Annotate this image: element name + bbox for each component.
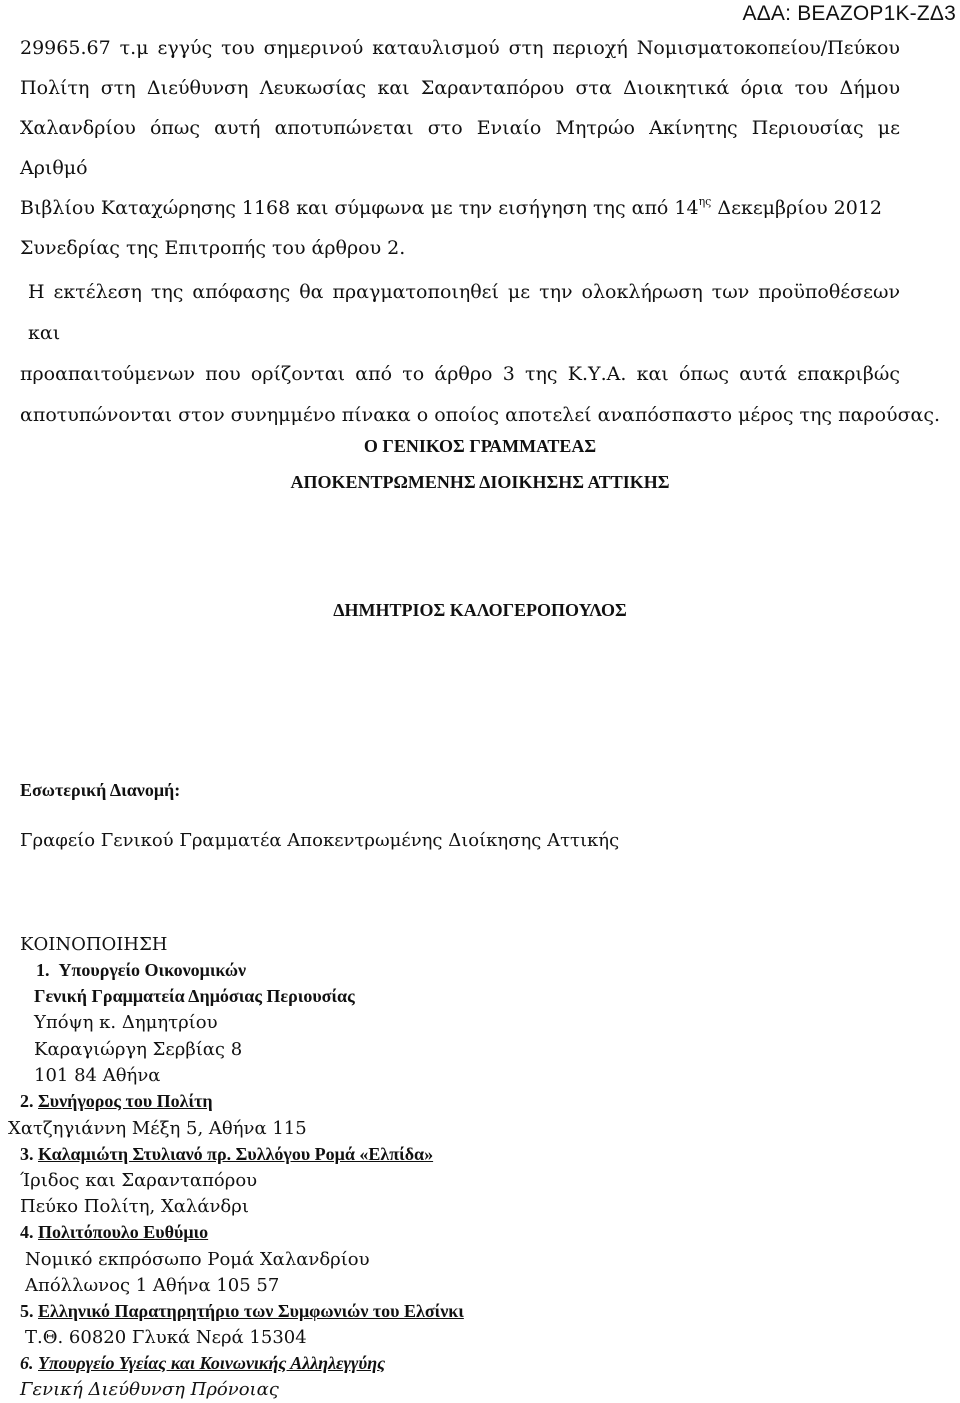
ada-code: ΑΔΑ: ΒΕΑΖΟΡ1Κ-ΖΔ3 bbox=[742, 2, 956, 25]
list-item-title bbox=[20, 1144, 433, 1165]
list-item-title bbox=[20, 1301, 464, 1322]
list-item-line: Καραγιώργη Σερβίας 8 bbox=[34, 1039, 243, 1060]
list-item-line: 101 84 Αθήνα bbox=[34, 1065, 161, 1086]
paragraph-2-line: Η εκτέλεση της απόφασης θα πραγματοποιηθεί με την ολοκλήρωση των προϋποθέσεων και bbox=[28, 281, 900, 344]
list-item-title-text: Συνήγορος του Πολίτη bbox=[38, 1091, 213, 1111]
paragraph-1-line bbox=[20, 188, 900, 228]
paragraph-1-text: Βιβλίου Καταχώρησης 1168 και σύμφωνα με την εισήγηση της από 14 bbox=[20, 197, 699, 219]
list-item-number: 6. bbox=[20, 1353, 34, 1373]
internal-distribution-item: Γραφείο Γενικού Γραμματέα Αποκεντρωμένης Διοίκησης Αττικής bbox=[20, 830, 620, 851]
superscript: ης bbox=[698, 195, 712, 208]
list-item-line: Πεύκο Πολίτη, Χαλάνδρι bbox=[20, 1196, 249, 1217]
paragraph-1-text: Δεκεμβρίου 2012 bbox=[711, 197, 883, 219]
list-item-title bbox=[20, 1353, 385, 1374]
list-item-title bbox=[36, 960, 246, 981]
signature-title-1: Ο ΓΕΝΙΚΟΣ ΓΡΑΜΜΑΤΕΑΣ bbox=[363, 436, 597, 456]
list-item-line: Γενική Γραμματεία Δημόσιας Περιουσίας bbox=[34, 986, 355, 1006]
paragraph-1-line: Πολίτη στη Διεύθυνση Λευκωσίας και Σαρανταπόρου στα Διοικητικά όρια του Δήμου bbox=[20, 77, 900, 99]
list-item-title-text: Καλαμιώτη Στυλιανό πρ. Συλλόγου Ρομά «Ελπίδα» bbox=[38, 1144, 434, 1164]
list-item-line: Απόλλωνος 1 Αθήνα 105 57 bbox=[25, 1275, 280, 1296]
list-item-title bbox=[20, 1091, 213, 1112]
list-item-title-text: Πολιτόπουλο Ευθύμιο bbox=[38, 1222, 209, 1242]
list-item-line: Τ.Θ. 60820 Γλυκά Νερά 15304 bbox=[25, 1327, 307, 1348]
list-item-number: 4. bbox=[20, 1222, 34, 1242]
signature-title-2: ΑΠΟΚΕΝΤΡΩΜΕΝΗΣ ΔΙΟΙΚΗΣΗΣ ΑΤΤΙΚΗΣ bbox=[290, 472, 670, 492]
list-item-number: 5. bbox=[20, 1301, 34, 1321]
list-item-title-text: Ελληνικό Παρατηρητήριο των Συμφωνιών του Ελσίνκι bbox=[38, 1301, 464, 1321]
paragraph-1-line: 29965.67 τ.μ εγγύς του σημερινού καταυλισμού στη περιοχή Νομισματοκοπείου/Πεύκου bbox=[20, 37, 900, 59]
paragraph-1-line: Χαλανδρίου όπως αυτή αποτυπώνεται στο Ενιαίο Μητρώο Ακίνητης Περιουσίας με Αριθμό bbox=[20, 117, 900, 179]
signer-name: ΔΗΜΗΤΡΙΟΣ ΚΑΛΟΓΕΡΟΠΟΥΛΟΣ bbox=[333, 600, 627, 620]
list-item-title bbox=[20, 1222, 208, 1243]
list-item-title-text: Υπουργείο Οικονομικών bbox=[58, 960, 247, 980]
paragraph-2-line: αποτυπώνονται στον συνημμένο πίνακα ο οποίος αποτελεί αναπόσπαστο μέρος της παρούσας. bbox=[20, 404, 941, 426]
notification-heading: ΚΟΙΝΟΠΟΙΗΣΗ bbox=[20, 934, 168, 955]
list-item-line: Νομικό εκπρόσωπο Ρομά Χαλανδρίου bbox=[25, 1249, 370, 1270]
list-item-title-text: Υπουργείο Υγείας και Κοινωνικής Αλληλεγγύης bbox=[38, 1353, 386, 1373]
internal-distribution-heading: Εσωτερική Διανομή: bbox=[20, 780, 181, 800]
paragraph-2 bbox=[20, 272, 941, 436]
paragraph-1-line: Συνεδρίας της Επιτροπής του άρθρου 2. bbox=[20, 237, 406, 259]
list-item-line: Γενική Διεύθυνση Πρόνοιας bbox=[20, 1379, 279, 1400]
list-item-line: Χατζηγιάννη Μέξη 5, Αθήνα 115 bbox=[8, 1118, 307, 1139]
paragraph-1 bbox=[20, 28, 900, 268]
list-item-line: Ίριδος και Σαρανταπόρου bbox=[20, 1170, 258, 1191]
paragraph-2-line: προαπαιτούμενων που ορίζονται από το άρθρο 3 της Κ.Υ.Α. και όπως αυτά επακριβώς bbox=[20, 363, 900, 385]
list-item-line: Υπόψη κ. Δημητρίου bbox=[34, 1012, 218, 1033]
list-item-number: 1. bbox=[36, 960, 50, 980]
list-item-number: 2. bbox=[20, 1091, 34, 1111]
list-item-number: 3. bbox=[20, 1144, 34, 1164]
